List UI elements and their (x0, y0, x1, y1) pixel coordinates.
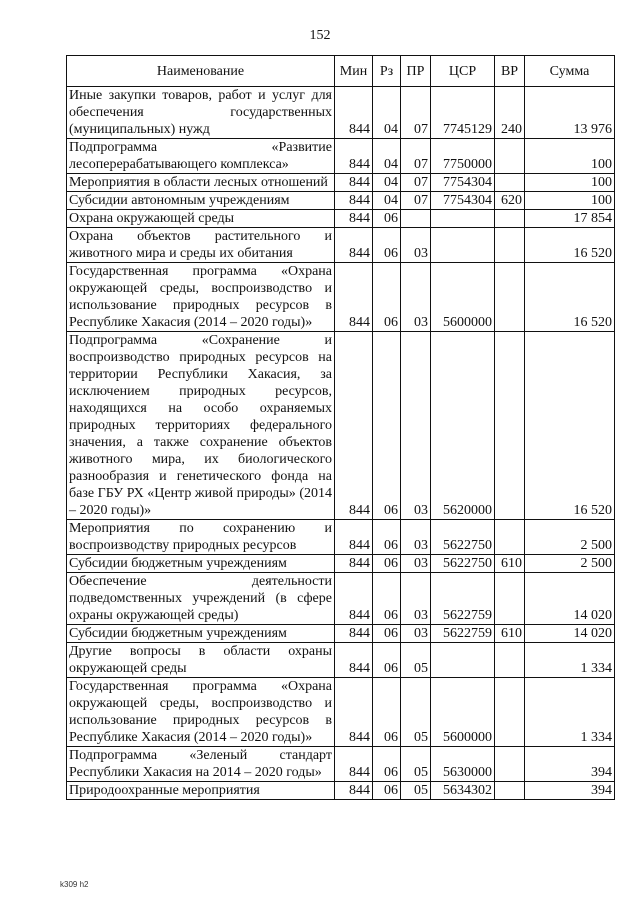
cell-name: Подпрограмма «Зеленый стандарт Республики Хакасия на 2014 – 2020 годы» (67, 747, 335, 782)
cell-sum: 16 520 (525, 263, 615, 332)
cell-vr (495, 228, 525, 263)
cell-sum: 394 (525, 747, 615, 782)
cell-vr (495, 139, 525, 174)
cell-min: 844 (335, 782, 373, 800)
cell-name: Мероприятия по сохранению и воспроизводству природных ресурсов (67, 520, 335, 555)
cell-pr: 03 (401, 520, 431, 555)
header-sum: Сумма (525, 56, 615, 87)
cell-min: 844 (335, 174, 373, 192)
cell-name: Охрана окружающей среды (67, 210, 335, 228)
cell-sum: 394 (525, 782, 615, 800)
cell-csr: 7750000 (431, 139, 495, 174)
header-vr: ВР (495, 56, 525, 87)
cell-csr: 5622750 (431, 520, 495, 555)
cell-csr: 5622759 (431, 625, 495, 643)
table-row (67, 87, 615, 139)
cell-pr: 03 (401, 332, 431, 520)
cell-rz: 06 (373, 263, 401, 332)
cell-pr: 03 (401, 625, 431, 643)
cell-sum: 17 854 (525, 210, 615, 228)
cell-min: 844 (335, 228, 373, 263)
cell-vr (495, 678, 525, 747)
cell-vr (495, 747, 525, 782)
cell-name: Субсидии бюджетным учреждениям (67, 625, 335, 643)
header-min: Мин (335, 56, 373, 87)
cell-min: 844 (335, 192, 373, 210)
cell-min: 844 (335, 678, 373, 747)
cell-rz: 06 (373, 643, 401, 678)
cell-name: Субсидии бюджетным учреждениям (67, 555, 335, 573)
cell-vr (495, 210, 525, 228)
cell-pr: 05 (401, 747, 431, 782)
table-row (67, 747, 615, 782)
header-csr: ЦСР (431, 56, 495, 87)
header-rz: Рз (373, 56, 401, 87)
header-pr: ПР (401, 56, 431, 87)
cell-name: Подпрограмма «Развитие лесоперерабатывающего комплекса» (67, 139, 335, 174)
cell-rz: 04 (373, 192, 401, 210)
cell-min: 844 (335, 520, 373, 555)
table-body (67, 87, 615, 800)
table-row (67, 555, 615, 573)
cell-rz: 06 (373, 210, 401, 228)
cell-rz: 06 (373, 782, 401, 800)
cell-vr (495, 520, 525, 555)
cell-min: 844 (335, 139, 373, 174)
cell-pr: 03 (401, 228, 431, 263)
cell-sum: 14 020 (525, 625, 615, 643)
cell-name: Государственная программа «Охрана окружающей среды, воспроизводство и использование природных ресурсов в Республике Хакасия (2014 – 2020 годы)» (67, 678, 335, 747)
page-number: 152 (309, 28, 331, 43)
cell-name: Государственная программа «Охрана окружающей среды, воспроизводство и использование природных ресурсов в Республике Хакасия (2014 – 2020 годы)» (67, 263, 335, 332)
cell-name: Обеспечение деятельности подведомственных учреждений (в сфере охраны окружающей среды) (67, 573, 335, 625)
cell-csr: 5620000 (431, 332, 495, 520)
table-row (67, 139, 615, 174)
table-row (67, 643, 615, 678)
table-row (67, 332, 615, 520)
cell-min: 844 (335, 625, 373, 643)
cell-pr: 07 (401, 174, 431, 192)
cell-csr: 7754304 (431, 192, 495, 210)
cell-csr (431, 643, 495, 678)
table-row (67, 573, 615, 625)
cell-rz: 06 (373, 573, 401, 625)
cell-pr: 03 (401, 555, 431, 573)
cell-csr: 5600000 (431, 678, 495, 747)
cell-vr (495, 573, 525, 625)
cell-csr: 5634302 (431, 782, 495, 800)
cell-sum: 100 (525, 139, 615, 174)
cell-vr (495, 174, 525, 192)
cell-pr: 05 (401, 782, 431, 800)
cell-vr: 610 (495, 555, 525, 573)
cell-rz: 06 (373, 747, 401, 782)
table-row (67, 678, 615, 747)
cell-sum: 100 (525, 174, 615, 192)
cell-csr: 5622759 (431, 573, 495, 625)
cell-vr (495, 643, 525, 678)
cell-rz: 04 (373, 174, 401, 192)
cell-sum: 16 520 (525, 332, 615, 520)
cell-sum: 2 500 (525, 555, 615, 573)
cell-csr: 7754304 (431, 174, 495, 192)
cell-sum: 14 020 (525, 573, 615, 625)
cell-sum: 16 520 (525, 228, 615, 263)
cell-pr: 07 (401, 139, 431, 174)
cell-min: 844 (335, 573, 373, 625)
cell-min: 844 (335, 747, 373, 782)
table-header-row (67, 56, 615, 87)
cell-name: Субсидии автономным учреждениям (67, 192, 335, 210)
table-row (67, 263, 615, 332)
cell-csr: 7745129 (431, 87, 495, 139)
cell-sum: 100 (525, 192, 615, 210)
footer-code: k309 h2 (60, 880, 89, 889)
cell-name: Природоохранные мероприятия (67, 782, 335, 800)
table-row (67, 228, 615, 263)
cell-vr: 240 (495, 87, 525, 139)
cell-name: Мероприятия в области лесных отношений (67, 174, 335, 192)
cell-sum: 2 500 (525, 520, 615, 555)
cell-min: 844 (335, 210, 373, 228)
cell-pr: 03 (401, 263, 431, 332)
cell-sum: 1 334 (525, 678, 615, 747)
cell-min: 844 (335, 555, 373, 573)
cell-name: Охрана объектов растительного и животного мира и среды их обитания (67, 228, 335, 263)
table-row (67, 782, 615, 800)
cell-min: 844 (335, 263, 373, 332)
cell-min: 844 (335, 87, 373, 139)
cell-csr (431, 228, 495, 263)
cell-min: 844 (335, 643, 373, 678)
cell-vr (495, 332, 525, 520)
cell-sum: 1 334 (525, 643, 615, 678)
cell-rz: 04 (373, 87, 401, 139)
cell-name: Подпрограмма «Сохранение и воспроизводство природных ресурсов на территории Республики Хакасия, за исключением природных ресурсов, находящихся на особо охраняемых природных территориях федерального значения, а также сохранение объектов животного мира, их биологического разнообразия и генетического фонда на базе ГБУ РХ «Центр живой природы» (2014 – 2020 годы)» (67, 332, 335, 520)
cell-sum: 13 976 (525, 87, 615, 139)
cell-min: 844 (335, 332, 373, 520)
cell-rz: 06 (373, 555, 401, 573)
cell-pr: 05 (401, 678, 431, 747)
cell-pr: 07 (401, 87, 431, 139)
cell-vr: 620 (495, 192, 525, 210)
cell-name: Другие вопросы в области охраны окружающей среды (67, 643, 335, 678)
cell-rz: 06 (373, 228, 401, 263)
cell-rz: 04 (373, 139, 401, 174)
cell-pr (401, 210, 431, 228)
header-name: Наименование (67, 56, 335, 87)
cell-csr: 5630000 (431, 747, 495, 782)
cell-rz: 06 (373, 332, 401, 520)
table-row (67, 210, 615, 228)
cell-csr: 5600000 (431, 263, 495, 332)
cell-pr: 05 (401, 643, 431, 678)
table-row (67, 625, 615, 643)
cell-csr (431, 210, 495, 228)
cell-rz: 06 (373, 625, 401, 643)
cell-rz: 06 (373, 520, 401, 555)
table-row (67, 520, 615, 555)
budget-table (66, 55, 615, 800)
cell-vr (495, 263, 525, 332)
table-row (67, 174, 615, 192)
cell-vr: 610 (495, 625, 525, 643)
cell-csr: 5622750 (431, 555, 495, 573)
cell-name: Иные закупки товаров, работ и услуг для обеспечения государственных (муниципальных) нужд (67, 87, 335, 139)
cell-pr: 03 (401, 573, 431, 625)
cell-rz: 06 (373, 678, 401, 747)
cell-pr: 07 (401, 192, 431, 210)
table-row (67, 192, 615, 210)
cell-vr (495, 782, 525, 800)
